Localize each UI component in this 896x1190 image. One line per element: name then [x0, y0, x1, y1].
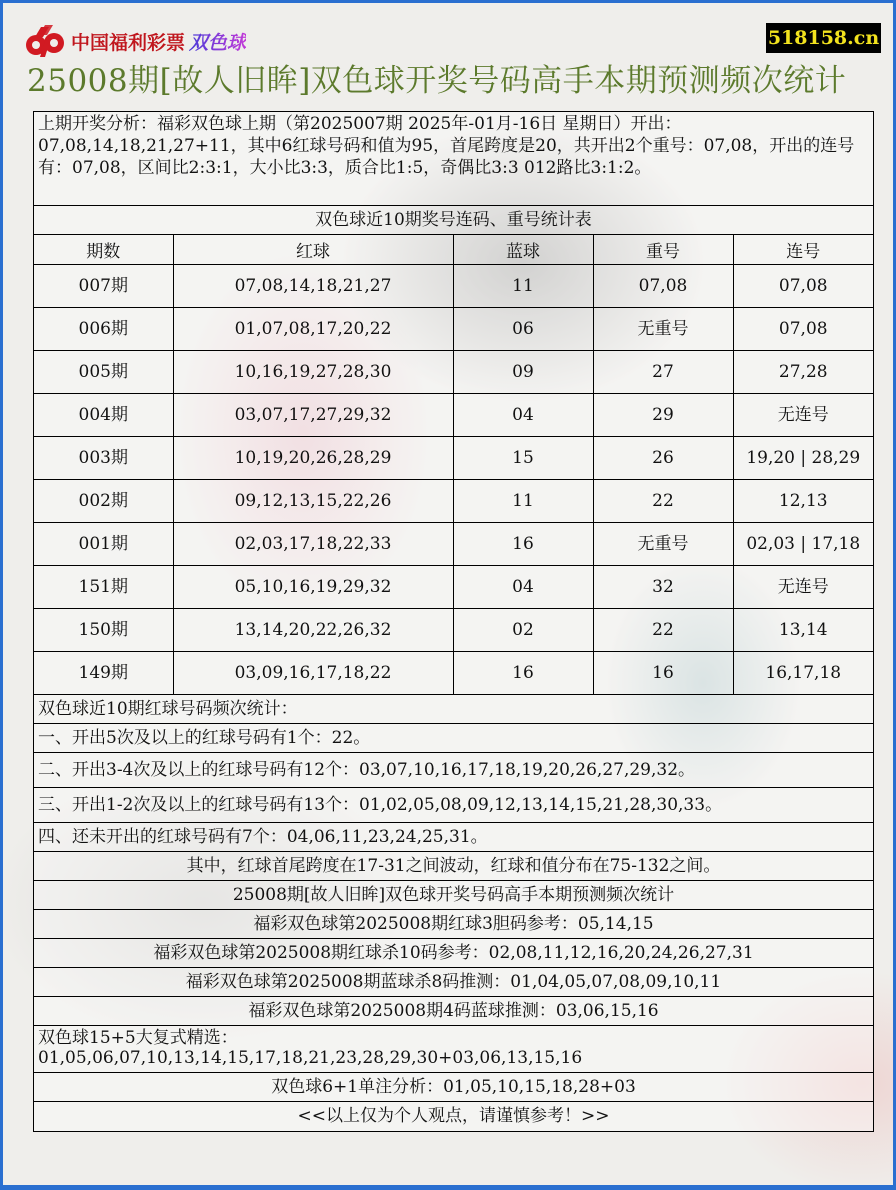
cell-repeat: 22 — [593, 479, 733, 522]
stats-table-caption: 双色球近10期奖号连码、重号统计表 — [34, 206, 873, 235]
table-row — [34, 436, 873, 479]
fushi-selection — [34, 1026, 873, 1073]
cell-blue: 15 — [453, 436, 593, 479]
cell-consecutive: 16,17,18 — [765, 662, 842, 683]
table-row — [34, 651, 873, 694]
fushi-label: 双色球15+5大复式精选： — [38, 1028, 238, 1048]
header-repeat: 重号 — [593, 235, 733, 264]
header-issue: 期数 — [34, 235, 173, 264]
cell-consecutive: 07,08 — [733, 307, 873, 350]
cell-red: 01,07,08,17,20,22 — [173, 307, 453, 350]
cell-issue: 149期 — [34, 651, 173, 694]
cell-issue: 004期 — [34, 393, 173, 436]
cell-issue: 006期 — [34, 307, 173, 350]
last-draw-analysis: 上期开奖分析：福彩双色球上期（第2025007期 2025年-01月-16日 星期日）开出：07,08,14,18,21,27+11，其中6红球号码和值为95，首尾跨度是20，共开出2个重号：07,08，开出的连号有：07,08，区间比2:3:1，大小比3:3，质合比1:5，奇偶比3:3 012路比3:1:2。 — [34, 112, 873, 206]
cell-issue: 002期 — [34, 479, 173, 522]
cell-red: 09,12,13,15,22,26 — [173, 479, 453, 522]
cell-consecutive: 27,28 — [733, 350, 873, 393]
cell-blue: 02 — [453, 608, 593, 651]
cell-repeat: 29 — [593, 393, 733, 436]
site-badge[interactable]: 518158.cn — [766, 23, 881, 53]
frequency-title: 双色球近10期红球号码频次统计： — [34, 695, 873, 724]
cell-red: 10,19,20,26,28,29 — [173, 436, 453, 479]
cell-red: 05,10,16,19,29,32 — [173, 565, 453, 608]
cell-repeat: 无重号 — [593, 307, 733, 350]
cell-consecutive: 无连号 — [733, 393, 873, 436]
table-row — [34, 565, 873, 608]
cell-issue: 150期 — [34, 608, 173, 651]
cell-repeat: 27 — [593, 350, 733, 393]
cell-consecutive: 13,14 — [733, 608, 873, 651]
cell-consecutive: 12,13 — [733, 479, 873, 522]
cell-consecutive: 19,20 | 28,29 — [733, 436, 873, 479]
cell-consecutive: 无连号 — [733, 565, 873, 608]
header-blue: 蓝球 — [453, 235, 593, 264]
cell-repeat: 32 — [593, 565, 733, 608]
header-red: 红球 — [173, 235, 453, 264]
blue-kill-prediction: 福彩双色球第2025008期蓝球杀8码推测：01,04,05,07,08,09,10,11 — [34, 968, 873, 997]
cell-blue: 16 — [453, 522, 593, 565]
page-title: 25008期[故人旧眸]双色球开奖号码高手本期预测频次统计 — [27, 63, 847, 99]
table-row — [34, 264, 873, 307]
table-row — [34, 522, 873, 565]
cell-repeat: 07,08 — [593, 264, 733, 307]
cell-blue: 06 — [453, 307, 593, 350]
table-row — [34, 307, 873, 350]
frequency-item: 四、还未开出的红球号码有7个：04,06,11,23,24,25,31。 — [34, 823, 873, 852]
cell-blue: 11 — [453, 264, 593, 307]
cell-red: 02,03,17,18,22,33 — [173, 522, 453, 565]
cell-repeat: 22 — [593, 608, 733, 651]
fushi-numbers: 01,05,06,07,10,13,14,15,17,18,21,23,28,29,30+03,06,13,15,16 — [38, 1048, 583, 1068]
frequency-item: 一、开出5次及以上的红球号码有1个：22。 — [34, 724, 873, 753]
table-row — [34, 608, 873, 651]
table-row — [34, 393, 873, 436]
disclaimer: <<以上仅为个人观点，请谨慎参考！>> — [297, 1106, 610, 1126]
logo-product: 双色球 — [189, 28, 246, 55]
cell-consecutive: 07,08 — [733, 264, 873, 307]
cell-repeat: 26 — [593, 436, 733, 479]
cell-blue: 04 — [453, 565, 593, 608]
content-table — [33, 111, 874, 1132]
cell-blue: 04 — [453, 393, 593, 436]
frequency-item: 三、开出1-2次及以上的红球号码有13个：01,02,05,08,09,12,13,14,15,21,28,30,33。 — [34, 788, 873, 823]
stats-table-wrapper — [34, 235, 873, 695]
table-row — [34, 350, 873, 393]
red-dan-prediction: 福彩双色球第2025008期红球3胆码参考：05,14,15 — [34, 910, 873, 939]
cell-blue: 16 — [453, 651, 593, 694]
cell-issue: 001期 — [34, 522, 173, 565]
cell-issue: 151期 — [34, 565, 173, 608]
cell-blue: 11 — [453, 479, 593, 522]
table-header-row — [34, 235, 873, 264]
bottom-bar — [0, 1185, 896, 1190]
prediction-title: 25008期[故人旧眸]双色球开奖号码高手本期预测频次统计 — [34, 881, 873, 910]
cell-issue: 003期 — [34, 436, 173, 479]
cell-red: 07,08,14,18,21,27 — [173, 264, 453, 307]
blue-four-prediction: 福彩双色球第2025008期4码蓝球推测：03,06,15,16 — [34, 997, 873, 1026]
page-frame — [3, 3, 893, 1185]
cell-consecutive: 02,03 | 17,18 — [733, 522, 873, 565]
frequency-summary: 其中，红球首尾跨度在17-31之间波动，红球和值分布在75-132之间。 — [34, 852, 873, 881]
red-kill-prediction: 福彩双色球第2025008期红球杀10码参考：02,08,11,12,16,20,24,26,27,31 — [34, 939, 873, 968]
cell-repeat: 无重号 — [593, 522, 733, 565]
cell-blue: 09 — [453, 350, 593, 393]
cell-red: 10,16,19,27,28,30 — [173, 350, 453, 393]
cell-repeat: 16 — [593, 651, 733, 694]
logo-text: 中国福利彩票 — [71, 31, 186, 54]
lottery-logo — [23, 23, 246, 59]
cell-issue: 007期 — [34, 264, 173, 307]
header-consecutive: 连号 — [733, 235, 873, 264]
table-row — [34, 479, 873, 522]
frequency-item: 二、开出3-4次及以上的红球号码有12个：03,07,10,16,17,18,19,20,26,27,29,32。 — [34, 753, 873, 788]
cell-issue: 005期 — [34, 350, 173, 393]
cell-red: 03,09,16,17,18,22 — [173, 651, 453, 694]
cell-red: 03,07,17,27,29,32 — [173, 393, 453, 436]
cell-red: 13,14,20,22,26,32 — [173, 608, 453, 651]
single-bet-analysis: 双色球6+1单注分析：01,05,10,15,18,28+03 — [34, 1073, 873, 1102]
cwl-logo-icon — [23, 23, 67, 59]
draw-stats-table — [34, 235, 873, 694]
